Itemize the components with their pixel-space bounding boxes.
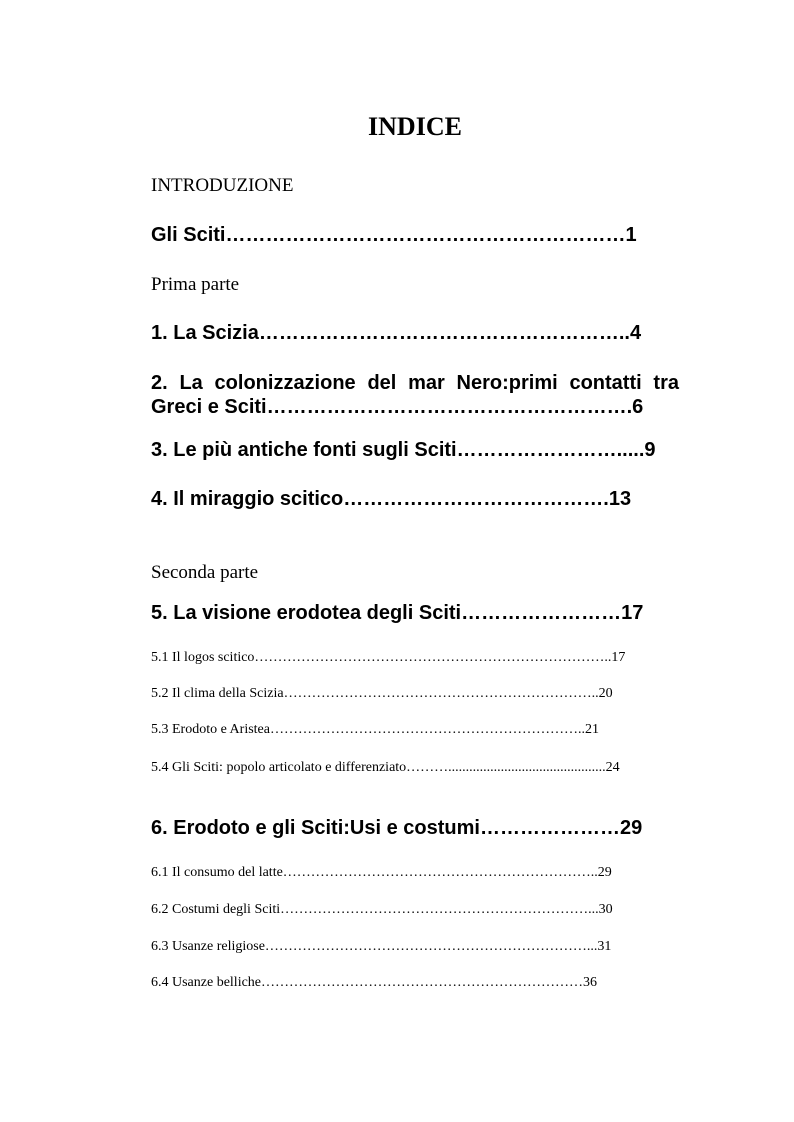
toc-entry-miraggio-scitico: 4. Il miraggio scitico………………………………….13 (151, 488, 632, 510)
toc-section-6-2: 6.2 Costumi degli Sciti…………………………………………………………...30 (151, 902, 613, 917)
toc-entry-gli-sciti: Gli Sciti……………………………………………………1 (151, 224, 637, 246)
toc-entry-colonizzazione-line1: 2. La colonizzazione del mar Nero:primi contatti tra (151, 372, 679, 394)
toc-section-5-2: 5.2 Il clima della Scizia…………………………………………………………..20 (151, 686, 613, 701)
toc-entry-la-scizia: 1. La Scizia………………………………………………..4 (151, 322, 642, 344)
part-one-heading: Prima parte (151, 274, 240, 295)
toc-chapter-5: 5. La visione erodotea degli Sciti……………………17 (151, 602, 644, 624)
toc-section-6-4: 6.4 Usanze belliche……………………………………………………………36 (151, 975, 598, 990)
toc-entry-colonizzazione-line2: Greci e Sciti……………………………………………….6 (151, 396, 644, 418)
toc-chapter-6: 6. Erodoto e gli Sciti:Usi e costumi…………………29 (151, 817, 643, 839)
part-two-heading: Seconda parte (151, 562, 259, 583)
introduction-heading: INTRODUZIONE (151, 175, 294, 196)
toc-section-5-3: 5.3 Erodoto e Aristea…………………………………………………………..21 (151, 722, 599, 737)
page-title: INDICE (368, 112, 462, 141)
toc-section-5-1: 5.1 Il logos scitico…………………………………………………………………..17 (151, 650, 626, 665)
toc-entry-antiche-fonti: 3. Le più antiche fonti sugli Sciti…………………….....9 (151, 439, 656, 461)
toc-section-6-1: 6.1 Il consumo del latte…………………………………………………………..29 (151, 865, 612, 880)
toc-section-6-3: 6.3 Usanze religiose……………………………………………………………...31 (151, 939, 612, 954)
toc-section-5-4: 5.4 Gli Sciti: popolo articolato e differenziato……….............................................24 (151, 760, 620, 775)
